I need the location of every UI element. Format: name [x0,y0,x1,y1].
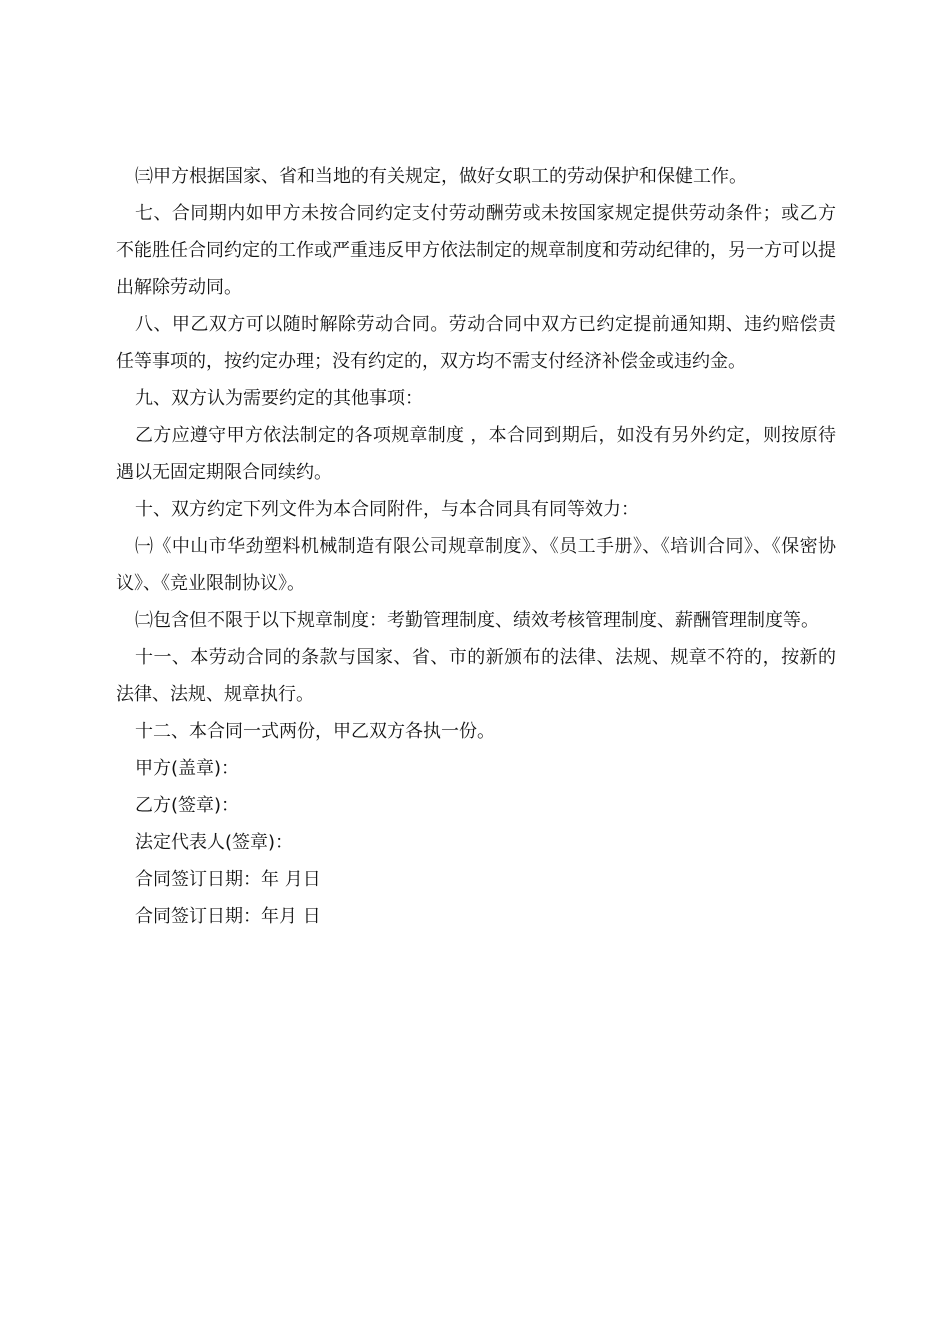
signing-date-line-2: 合同签订日期：年月 日 [135,906,321,927]
clause-3-women-protection: ㈢甲方根据国家、省和当地的有关规定，做好女职工的劳动保护和保健工作。 [135,166,747,187]
clause-12: 十二、本合同一式两份，甲乙双方各执一份。 [135,721,495,742]
signing-date-line-1: 合同签订日期：年 月日 [135,869,321,890]
clause-7-termination: 七、合同期内如甲方未按合同约定支付劳动酬劳或未按国家规定提供劳动条件；或乙方不能胜任合同约定的工作或严重违反甲方依法制定的规章制度和劳动纪律的，另一方可以提出解除劳动同。 [116,203,836,298]
legal-representative-line: 法定代表人(签章)： [135,832,294,853]
clause-8-termination-anytime: 八、甲乙双方可以随时解除劳动合同。劳动合同中双方已约定提前通知期、违约赔偿责任等事项的，按约定办理；没有约定的，双方均不需支付经济补偿金或违约金。 [116,314,836,372]
party-a-seal-line: 甲方(盖章)： [135,758,240,779]
clause-10-heading: 十、双方约定下列文件为本合同附件，与本合同具有同等效力： [135,499,639,520]
party-b-signature-line: 乙方(签章)： [135,795,240,816]
clause-9-body: 乙方应遵守甲方依法制定的各项规章制度 ，本合同到期后，如没有另外约定，则按原待遇以无固定期限合同续约。 [116,425,836,483]
clause-11: 十一、本劳动合同的条款与国家、省、市的新颁布的法律、法规、规章不符的，按新的法律、法规、规章执行。 [116,647,836,705]
clause-10-item-2: ㈡包含但不限于以下规章制度：考勤管理制度、绩效考核管理制度、薪酬管理制度等。 [135,610,819,631]
document-body [116,158,836,935]
clause-9-heading: 九、双方认为需要约定的其他事项： [135,388,423,409]
clause-10-item-1: ㈠《中山市华劲塑料机械制造有限公司规章制度》、《员工手册》、《培训合同》、《保密协议》、《竞业限制协议》。 [116,536,836,594]
